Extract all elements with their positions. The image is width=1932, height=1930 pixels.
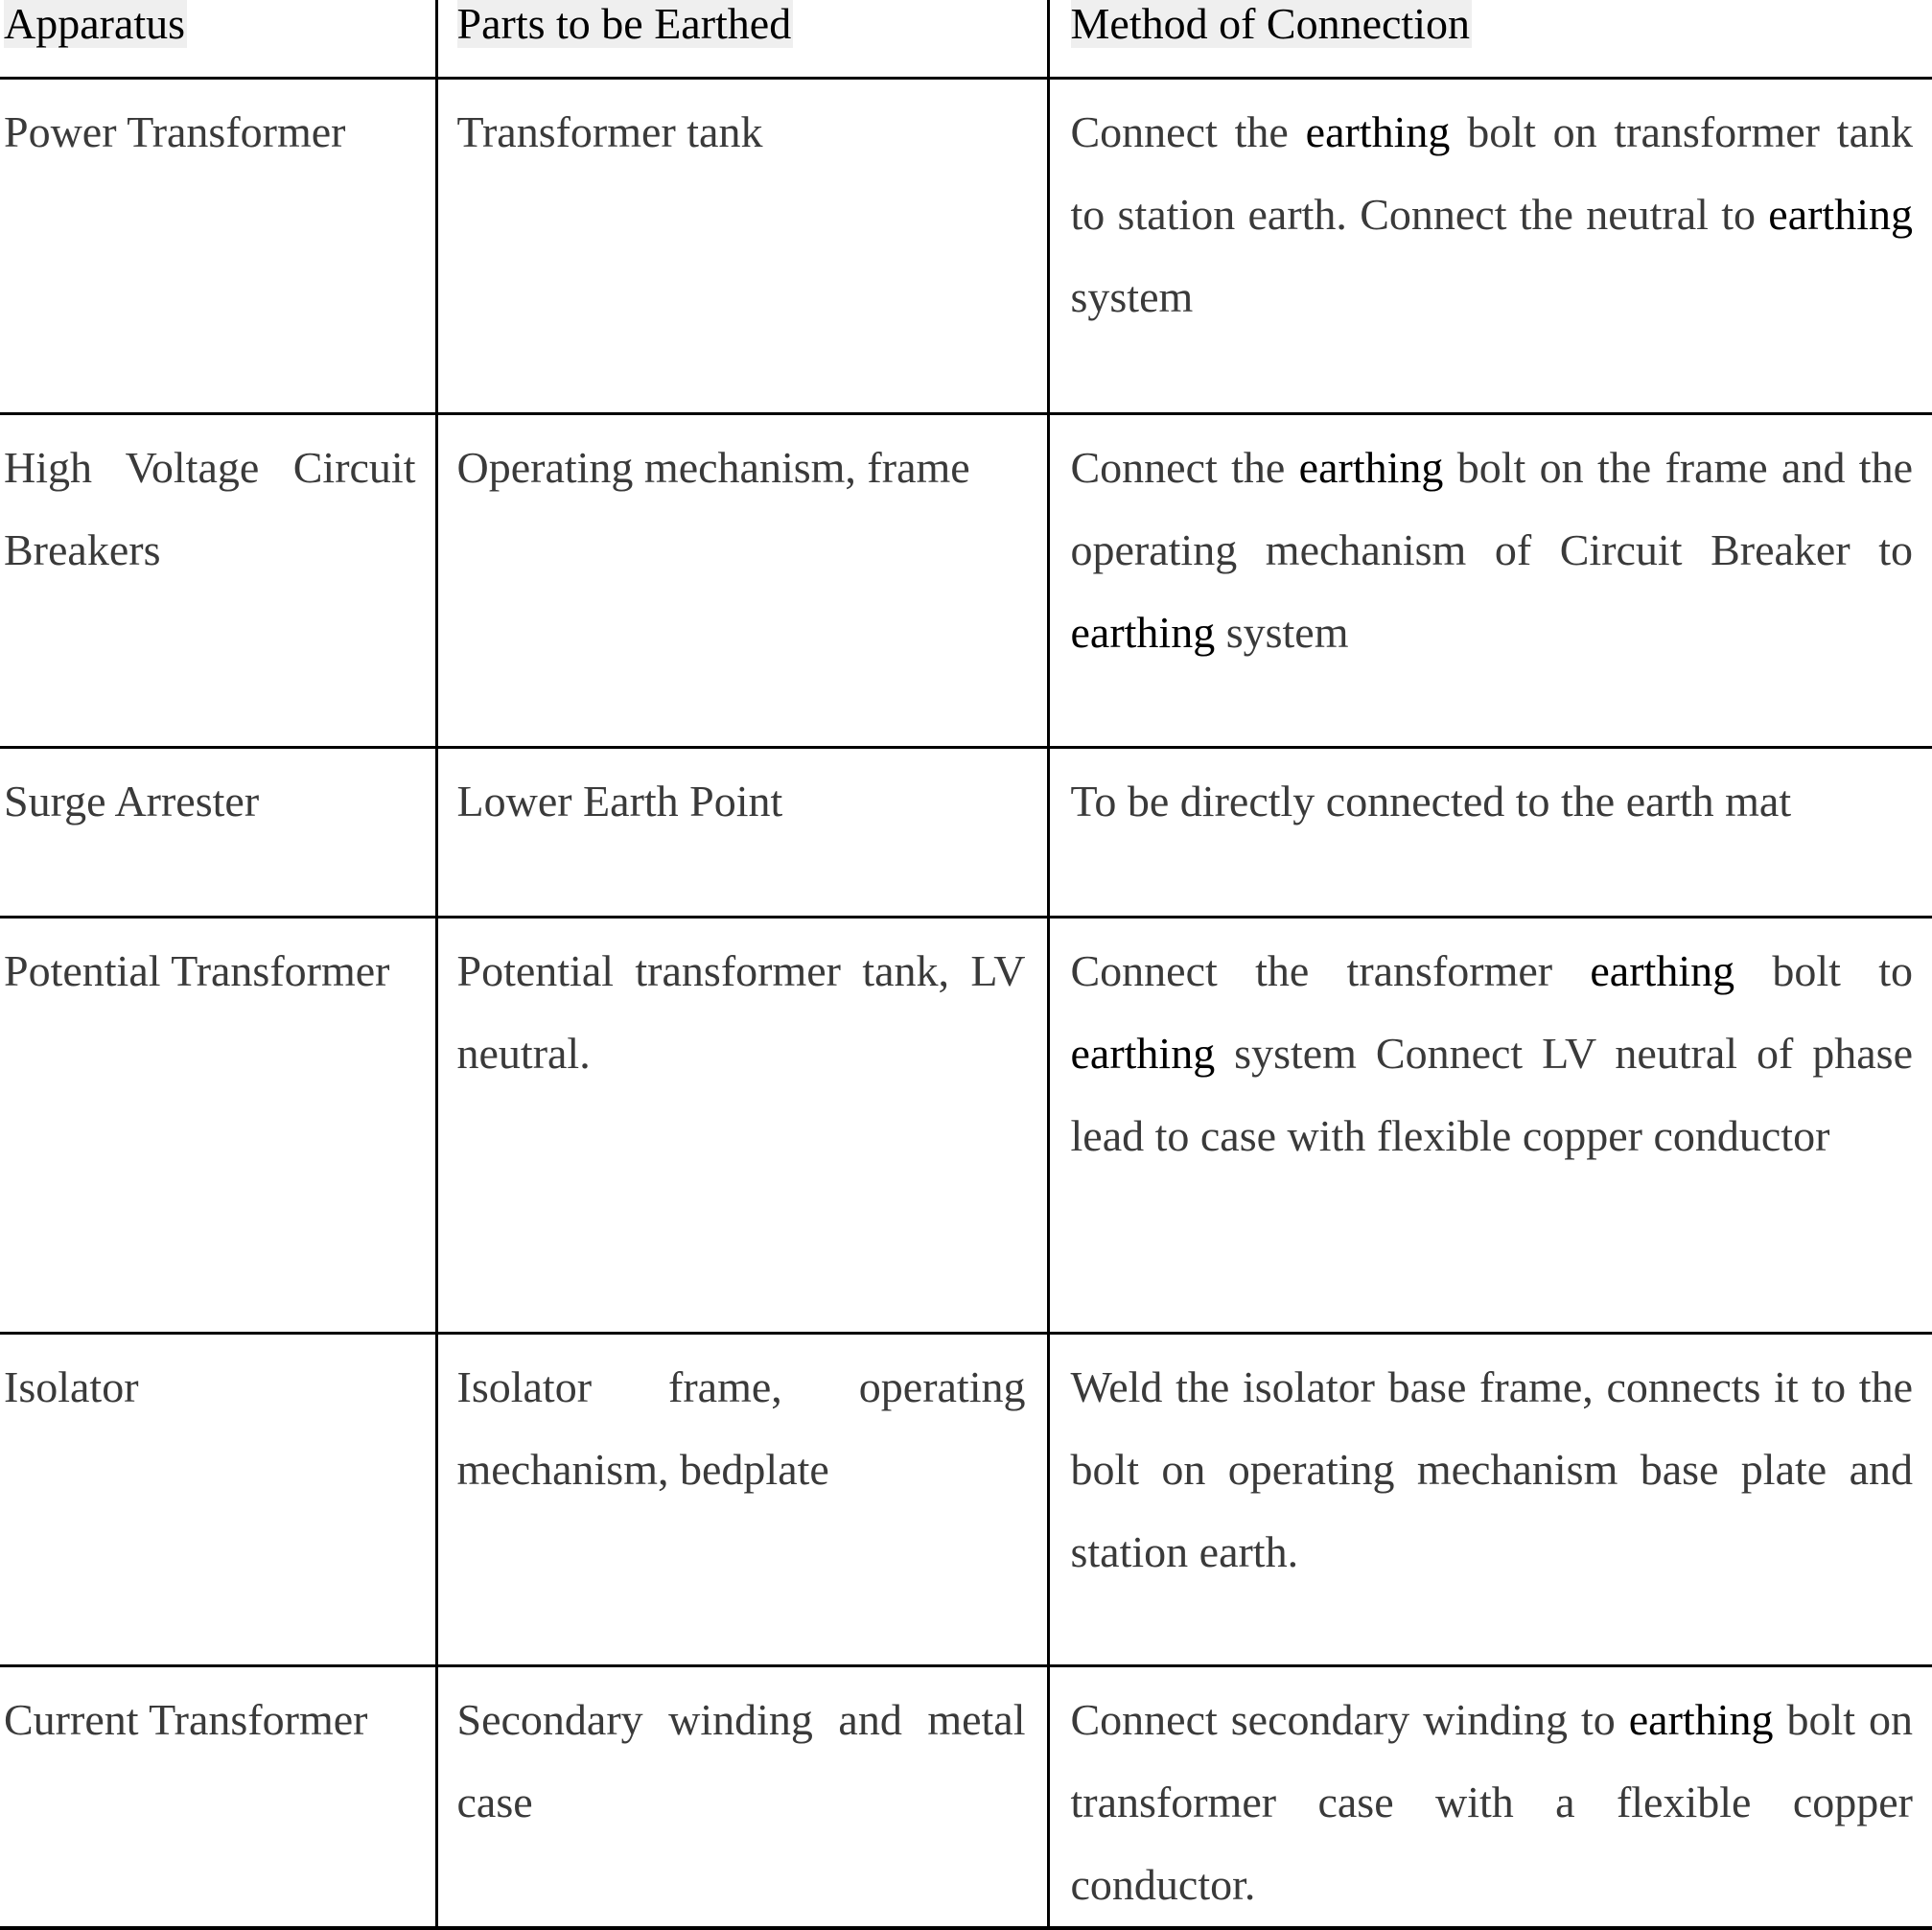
method-emphasis: earthing xyxy=(1590,946,1734,995)
header-row xyxy=(0,0,1932,79)
apparatus-text: Potential Transformer xyxy=(0,930,435,1012)
cell-method xyxy=(1048,1666,1932,1929)
method-text-segment: system Connect LV neutral of phase lead to case with flexible copper conductor xyxy=(1071,1029,1914,1160)
method-emphasis: earthing xyxy=(1071,608,1216,657)
cell-apparatus xyxy=(0,748,436,918)
cell-apparatus xyxy=(0,79,436,414)
method-emphasis: earthing xyxy=(1306,107,1451,156)
cell-apparatus xyxy=(0,1666,436,1929)
cell-parts xyxy=(436,1666,1048,1929)
table-row xyxy=(0,748,1932,918)
method-emphasis: earthing xyxy=(1071,1029,1216,1078)
method-text xyxy=(1050,427,1932,674)
cell-method xyxy=(1048,748,1932,918)
method-text-segment: To be directly connected to the earth mat xyxy=(1071,777,1792,825)
table-row xyxy=(0,1666,1932,1929)
method-emphasis: earthing xyxy=(1768,190,1913,239)
header-apparatus xyxy=(0,0,436,79)
header-method xyxy=(1048,0,1932,79)
method-text-segment: bolt on the frame and the operating mechanism of Circuit Breaker to xyxy=(1071,443,1914,574)
parts-text: Transformer tank xyxy=(438,91,1047,174)
table-row xyxy=(0,1334,1932,1666)
method-text-segment: system xyxy=(1215,608,1348,657)
method-text-segment: bolt on transformer case with a flexible copper conductor. xyxy=(1071,1695,1914,1909)
cell-apparatus xyxy=(0,1334,436,1666)
method-text xyxy=(1050,760,1932,843)
method-emphasis: earthing xyxy=(1629,1695,1774,1744)
method-text-segment: system xyxy=(1071,272,1194,321)
apparatus-text: High Voltage Circuit Breakers xyxy=(0,427,435,592)
cell-apparatus xyxy=(0,414,436,748)
parts-text: Secondary winding and metal case xyxy=(438,1679,1047,1844)
method-text xyxy=(1050,91,1932,338)
apparatus-text: Isolator xyxy=(0,1346,435,1429)
apparatus-text: Current Transformer xyxy=(0,1679,435,1761)
parts-text: Potential transformer tank, LV neutral. xyxy=(438,930,1047,1095)
method-text-segment: Connect the transformer xyxy=(1071,946,1591,995)
parts-text: Isolator frame, operating mechanism, bedplate xyxy=(438,1346,1047,1511)
cell-method xyxy=(1048,79,1932,414)
method-text xyxy=(1050,1679,1932,1926)
table-row xyxy=(0,79,1932,414)
apparatus-text: Power Transformer xyxy=(0,91,435,174)
table-row xyxy=(0,414,1932,748)
cell-apparatus xyxy=(0,918,436,1334)
method-text-segment: bolt on transformer tank to station earth. Connect the neutral to xyxy=(1071,107,1914,239)
cell-method xyxy=(1048,918,1932,1334)
method-text xyxy=(1050,930,1932,1177)
cell-parts xyxy=(436,1334,1048,1666)
cell-method xyxy=(1048,414,1932,748)
method-text-segment: Connect secondary winding to xyxy=(1071,1695,1629,1744)
table-row xyxy=(0,918,1932,1334)
cell-parts xyxy=(436,748,1048,918)
parts-text: Operating mechanism, frame xyxy=(438,427,1047,509)
method-text-segment: bolt to xyxy=(1734,946,1913,995)
cell-method xyxy=(1048,1334,1932,1666)
header-apparatus-label: Apparatus xyxy=(4,0,187,48)
method-text-segment: Connect the xyxy=(1071,107,1306,156)
cell-parts xyxy=(436,414,1048,748)
cell-parts xyxy=(436,918,1048,1334)
header-parts xyxy=(436,0,1048,79)
parts-text: Lower Earth Point xyxy=(438,760,1047,843)
header-method-label: Method of Connection xyxy=(1071,0,1473,48)
method-text-segment: Connect the xyxy=(1071,443,1299,492)
method-text-segment: Weld the isolator base frame, connects it to the bolt on operating mechanism base plate and station earth. xyxy=(1071,1362,1914,1576)
header-parts-label: Parts to be Earthed xyxy=(457,0,794,48)
method-text xyxy=(1050,1346,1932,1593)
cell-parts xyxy=(436,79,1048,414)
apparatus-text: Surge Arrester xyxy=(0,760,435,843)
method-emphasis: earthing xyxy=(1299,443,1444,492)
